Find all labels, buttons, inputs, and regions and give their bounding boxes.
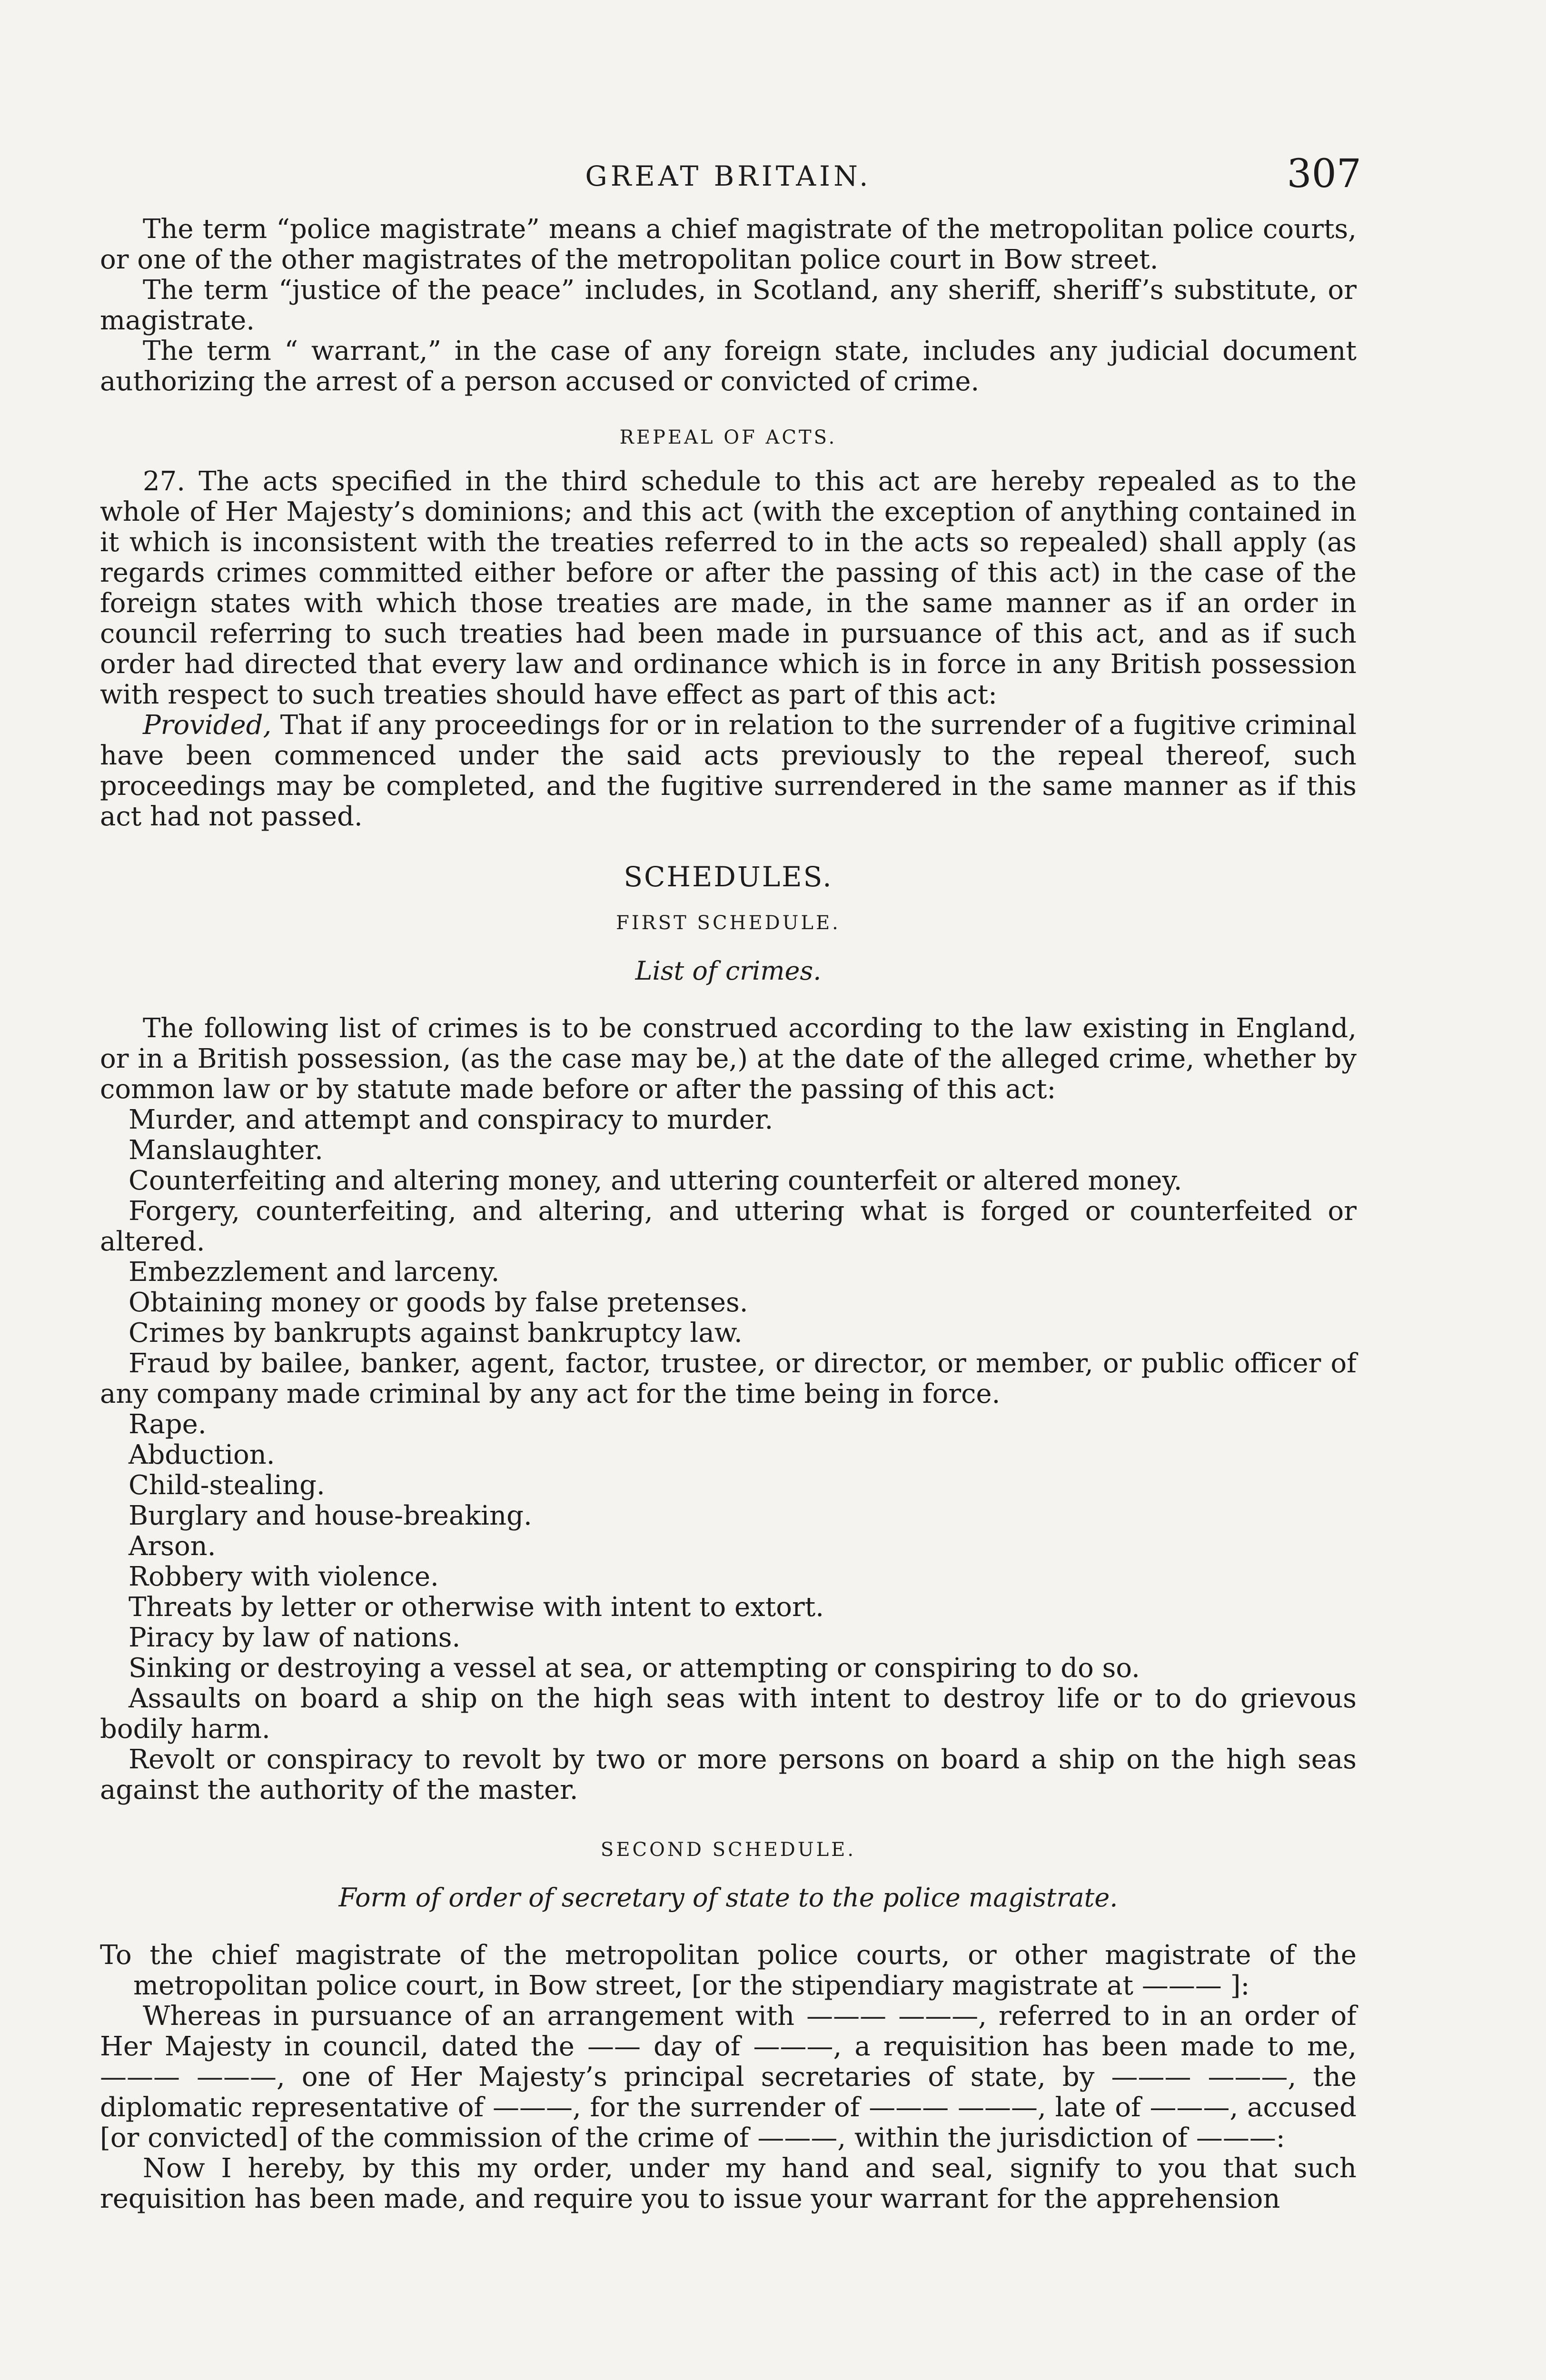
crime-item: Obtaining money or goods by false pretenses. xyxy=(129,1287,748,1318)
page-header xyxy=(100,143,1361,214)
section-27: 27. The acts specified in the third schedule to this act are hereby repealed as to the whole of Her Majesty’s dominions; and this act (with the exception of anything contained in it which is inconsistent with the treaties referred to in the acts so repealed) shall apply (as regards crimes committed either before or after the passing of this act) in the case of the foreign states with which those treaties are made, in the same manner as if an order in council referring to such treaties had been made in pursuance of this act, and as if such order had directed that every law and ordinance which is in force in any British possession with respect to such treaties should have effect as part of this act: xyxy=(100,466,1357,710)
crime-item: Child-stealing. xyxy=(129,1470,325,1501)
crime-item: Burglary and house-breaking. xyxy=(129,1500,532,1531)
first-schedule-heading: FIRST SCHEDULE. xyxy=(616,912,841,934)
crime-item: Threats by letter or otherwise with intent to extort. xyxy=(129,1592,824,1623)
crime-item: Sinking or destroying a vessel at sea, or attempting or conspiring to do so. xyxy=(129,1653,1140,1684)
proviso-italic: Provided, xyxy=(143,710,272,741)
repeal-heading: REPEAL OF ACTS. xyxy=(619,426,837,448)
crime-item: Manslaughter. xyxy=(129,1135,323,1166)
crime-item: Crimes by bankrupts against bankruptcy law. xyxy=(129,1318,743,1349)
proviso-paragraph xyxy=(100,710,1357,832)
definition-police-magistrate: The term “police magistrate” means a chief magistrate of the metropolitan police courts, or one of the other magistrates of the metropolitan police court in Bow street. xyxy=(100,214,1357,275)
crime-item: Forgery, counterfeiting, and altering, and uttering what is forged or counterfeited or altered. xyxy=(100,1196,1357,1257)
definition-warrant: The term “ warrant,” in the case of any foreign state, includes any judicial document authorizing the arrest of a person accused or convicted of crime. xyxy=(100,336,1357,397)
crime-item: Rape. xyxy=(129,1409,207,1440)
page-number: 307 xyxy=(1287,151,1361,197)
proviso-text: That if any proceedings for or in relation to the surrender of a fugitive criminal have been commenced under the said acts previously to the repeal thereof, such proceedings may be completed, and the fugitive surrendered in the same manner as if this act had not passed. xyxy=(100,710,1357,832)
second-schedule-heading: SECOND SCHEDULE. xyxy=(600,1839,856,1861)
second-schedule-subheading: Form of order of secretary of state to the police magistrate. xyxy=(338,1883,1118,1913)
first-schedule-intro: The following list of crimes is to be construed according to the law existing in England, or in a British possession, (as the case may be,) at the date of the alleged crime, whether by common law or by statute made before or after the passing of this act: xyxy=(100,1013,1357,1105)
form-now: Now I hereby, by this my order, under my hand and seal, signify to you that such requisition has been made, and require you to issue your warrant for the apprehension xyxy=(100,2153,1357,2214)
form-whereas: Whereas in pursuance of an arrangement with ——— ———, referred to in an order of Her Majesty in council, dated the —— day of ———, a requisition has been made to me, ——— ———, one of Her Majesty’s principal secretaries of state, by ——— ———, the diplomatic representative of ———, for the surrender of ——— ———, late of ———, accused [or convicted] of the commission of the crime of ———, within the jurisdiction of ———: xyxy=(100,2001,1357,2153)
crime-item: Arson. xyxy=(129,1531,216,1562)
crime-list xyxy=(100,1105,1357,1805)
crime-item: Fraud by bailee, banker, agent, factor, trustee, or director, or member, or public officer of any company made criminal by any act for the time being in force. xyxy=(100,1348,1357,1409)
crime-item: Assaults on board a ship on the high seas with intent to destroy life or to do grievous bodily harm. xyxy=(100,1683,1357,1745)
crime-item: Piracy by law of nations. xyxy=(129,1622,461,1653)
crime-item: Murder, and attempt and conspiracy to murder. xyxy=(129,1104,773,1135)
definition-justice-of-peace: The term “justice of the peace” includes, in Scotland, any sheriff, sheriff’s substitute, or magistrate. xyxy=(100,275,1357,336)
crime-item: Revolt or conspiracy to revolt by two or more persons on board a ship on the high seas against the authority of the master. xyxy=(100,1744,1357,1805)
form-address: To the chief magistrate of the metropolitan police courts, or other magistrate of the metropolitan police court, in Bow street, [or the stipendiary magistrate at ——— ]: xyxy=(100,1940,1357,2001)
crime-item: Counterfeiting and altering money, and uttering counterfeit or altered money. xyxy=(129,1165,1182,1196)
crime-item: Abduction. xyxy=(129,1439,275,1470)
document-page xyxy=(100,143,1361,2214)
running-title: GREAT BRITAIN. xyxy=(585,160,872,192)
crime-item: Robbery with violence. xyxy=(129,1561,439,1592)
schedules-heading: SCHEDULES. xyxy=(624,861,833,893)
first-schedule-subheading: List of crimes. xyxy=(635,956,822,986)
crime-item: Embezzlement and larceny. xyxy=(129,1257,500,1288)
